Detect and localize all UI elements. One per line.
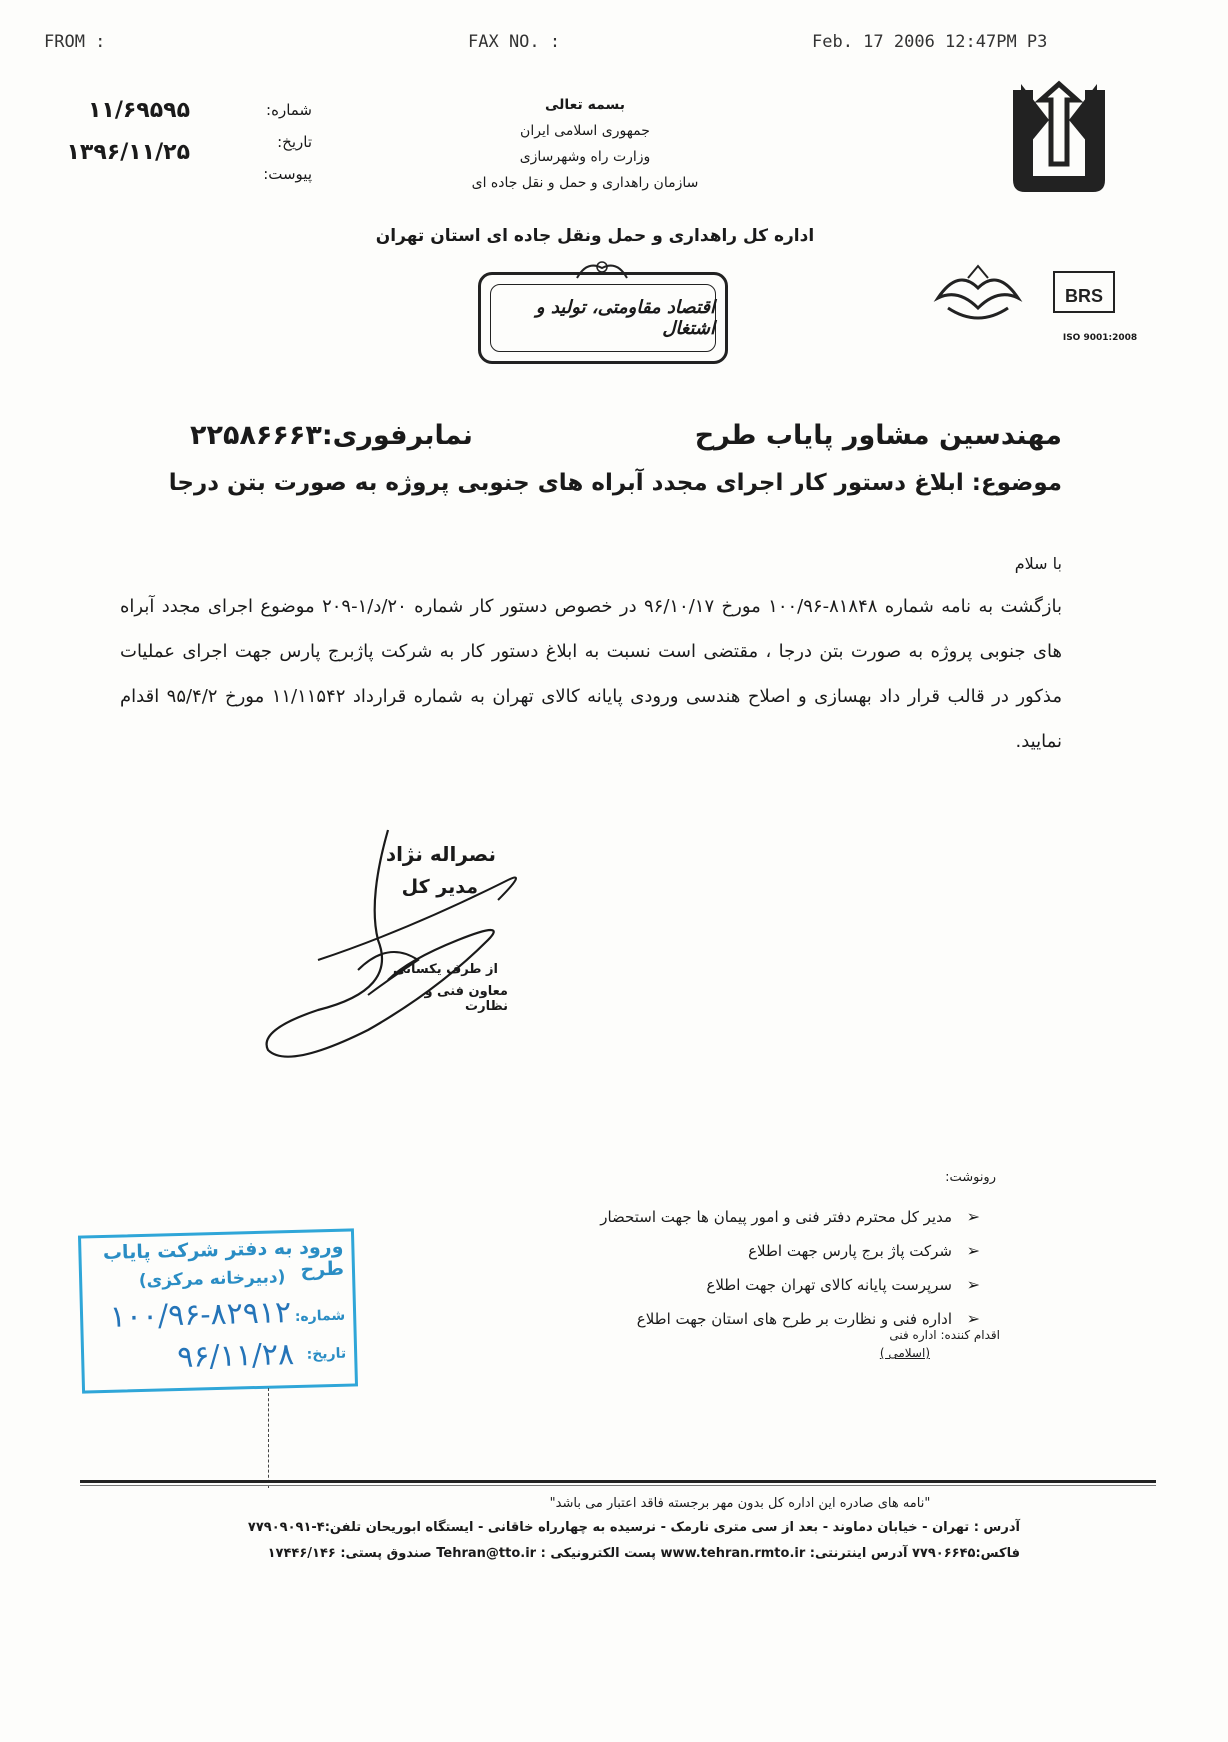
footer-divider (80, 1480, 1156, 1483)
bismillah-line: بسمه تعالی (544, 97, 626, 113)
fax-from-label: FROM : (44, 32, 106, 52)
stamp-date-label: تاریخ: (306, 1345, 347, 1363)
cc-item (440, 1200, 980, 1234)
reference-date-value: ۱۳۹۶/۱۱/۲۵ (66, 140, 190, 165)
stamp-date-value: ۹۶/۱۱/۲۸ (176, 1337, 295, 1376)
rmto-logo-icon (1005, 80, 1113, 198)
reference-date-label: تاریخ: (277, 133, 312, 151)
emblem-icon (938, 266, 1018, 318)
footer-note: "نامه های صادره این اداره کل بدون مهر برجسته فاقد اعتبار می باشد" (549, 1496, 931, 1511)
footer-address: آدرس : تهران - خیابان دماوند - بعد از سی متری نارمک - نرسیده به چهارراه خاقانی - ایستگاه ابوریحان تلفن:۴-۷۷۹۰۹۰۹۱ (247, 1520, 1020, 1535)
stamp-number-value: ۱۰۰/۹۶-۸۲۹۱۲ (109, 1295, 292, 1335)
signatory-name: نصراله نژاد (385, 842, 496, 866)
cc-action-by: اقدام کننده: اداره فنی (889, 1328, 1000, 1342)
subject-line: موضوع: ابلاغ دستور کار اجرای مجدد آبراه های جنوبی پروژه به صورت بتن درجا (168, 470, 1062, 496)
fold-line (268, 1388, 269, 1488)
cc-item-text: شرکت پاژ برج پارس جهت اطلاع (748, 1242, 952, 1260)
footer-divider-thin (80, 1485, 1156, 1486)
reference-number-value: ۱۱/۶۹۵۹۵ (87, 98, 190, 123)
footer-contact: فاکس:۷۷۹۰۶۶۴۵ آدرس اینترنتی: www.tehran.rmto.ir پست الکترونیکی : Tehran@tto.ir صندوق پستی: ۱۷۴۴۶/۱۴۶ (267, 1546, 1020, 1561)
slogan-text: اقتصاد مقاومتی، تولید و اشتغال (490, 284, 716, 352)
iso-certification-text: ISO 9001:2008 (1062, 333, 1138, 343)
arrow-left-icon: ➢ (966, 1275, 980, 1294)
arrow-left-icon: ➢ (966, 1309, 980, 1328)
reference-attachment-label: پیوست: (263, 165, 312, 183)
fax-number-label: FAX NO. : (468, 32, 561, 52)
cc-list (440, 1200, 980, 1336)
svg-text:BRS: BRS (1064, 286, 1104, 306)
arrow-left-icon: ➢ (966, 1207, 980, 1226)
reference-labels (212, 94, 312, 190)
cc-action-name: (اسلامی ) (879, 1346, 930, 1360)
addressee-fax: نمابرفوری:۲۲۵۸۶۶۶۳ (190, 420, 473, 451)
salutation: با سلام (1014, 554, 1062, 573)
signatory-on-behalf: از طرف یکسانی (392, 962, 498, 977)
reference-number-label: شماره: (266, 101, 312, 119)
addressee-company: مهندسین مشاور پایاب طرح (694, 420, 1062, 451)
stamp-title: ورود به دفتر شرکت پایاب طرح (102, 1235, 345, 1281)
cc-item (440, 1234, 980, 1268)
fax-header (0, 32, 1228, 56)
stamp-subtitle: (دبیرخانه مرکزی) (138, 1267, 286, 1292)
iso-badge-icon (1054, 272, 1114, 312)
cc-heading: رونوشت: (945, 1170, 996, 1185)
cc-item-text: مدیر کل محترم دفتر فنی و امور پیمان ها جهت استحضار (600, 1208, 952, 1226)
republic-line: جمهوری اسلامی ایران (520, 123, 650, 139)
ministry-line: وزارت راه وشهرسازی (519, 149, 651, 165)
organization-line: سازمان راهداری و حمل و نقل جاده ای (471, 175, 699, 191)
slogan-banner (478, 272, 728, 364)
received-stamp (78, 1228, 358, 1393)
reference-values (60, 90, 190, 174)
office-line: اداره کل راهداری و حمل ونقل جاده ای استان تهران (375, 226, 815, 246)
signatory-deputy: معاون فنی و نظارت (424, 984, 508, 1014)
cc-item-text: اداره فنی و نظارت بر طرح های استان جهت اطلاع (636, 1310, 952, 1328)
letterhead (360, 92, 810, 196)
certification-logos (928, 258, 1128, 338)
stamp-number-label: شماره: (294, 1307, 346, 1325)
signatory-title: مدیر کل (401, 876, 478, 898)
fax-datetime: Feb. 17 2006 12:47PM P3 (812, 32, 1048, 52)
arrow-left-icon: ➢ (966, 1241, 980, 1260)
cc-item-text: سرپرست پایانه کالای تهران جهت اطلاع (706, 1276, 952, 1294)
cc-item (440, 1268, 980, 1302)
letter-body: بازگشت به نامه شماره ۸۱۸۴۸-۱۰۰/۹۶ مورخ ۹۶/۱۰/۱۷ در خصوص دستور کار شماره ۲۰/د/۱-۲۰۹ موضوع اجرای مجدد آبراه های جنوبی پروژه به صورت بتن درجا ، مقتضی است نسبت به ابلاغ دستور کار به شرکت پاژبرج پارس جهت اجرای عملیات مذکور در قالب قرار داد بهسازی و اصلاح هندسی ورودی پایانه کالای تهران به شماره قرارداد ۱۱/۱۱۵۴۲ مورخ ۹۵/۴/۲ اقدام نمایید. (120, 596, 1062, 752)
